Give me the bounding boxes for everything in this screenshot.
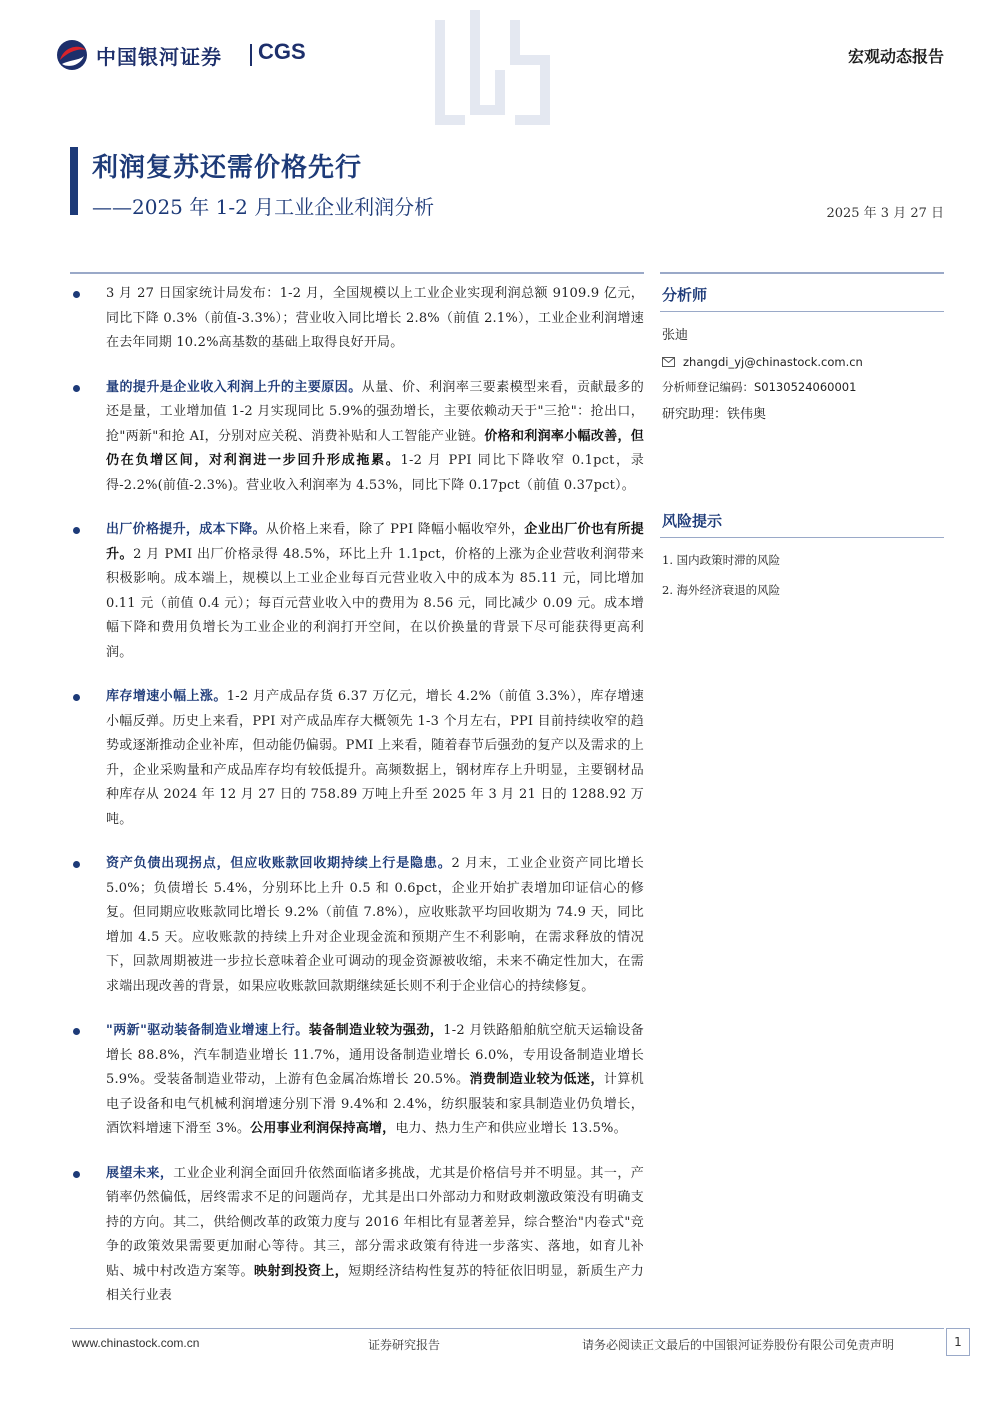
page-number: 1 [946, 1328, 970, 1356]
logo-swirl-icon [54, 38, 90, 72]
bullet-dot-icon [73, 694, 80, 701]
title-accent-bar [70, 147, 78, 215]
report-subtitle: ——2025 年 1-2 月工业企业利润分析 [92, 195, 435, 219]
bullet-dot-icon [73, 861, 80, 868]
paragraph-lead: 量的提升是企业收入利润上升的主要原因。 [106, 379, 362, 395]
paragraph-emphasis: 映射到投资上， [254, 1263, 349, 1279]
logo-text-en: CGS [258, 39, 306, 64]
registration-label: 分析师登记编码： [662, 380, 754, 394]
section-divider [70, 272, 644, 274]
registration-code: S0130524060001 [754, 380, 857, 394]
envelope-icon [662, 357, 675, 367]
paragraph-emphasis: 价格和利润率小幅改善，但仍在负增区间，对利润进一步回升形成拖累。 [106, 428, 644, 468]
analyst-registration [662, 379, 944, 395]
footer-doc-type: 证券研究报告 [368, 1338, 441, 1352]
bullet-paragraph [70, 685, 644, 832]
logo-text-cn: 中国银河证券 [96, 45, 222, 69]
paragraph-emphasis: 消费制造业较为低迷， [469, 1072, 604, 1087]
sidebar [660, 278, 944, 598]
risk-heading: 风险提示 [660, 504, 944, 538]
footer-website-link[interactable]: www.chinastock.com.cn [72, 1336, 200, 1350]
company-logo [54, 38, 324, 72]
logo-divider [250, 44, 252, 66]
paragraph-text: 短期经济结构性复苏的特征依旧明显，新质生产力相关行业表 [106, 1263, 645, 1303]
bullet-dot-icon [73, 1028, 80, 1035]
bullet-dot-icon [73, 291, 80, 298]
paragraph-lead: 展望未来， [106, 1165, 174, 1181]
cgs-watermark-icon [430, 0, 560, 135]
bullet-paragraph [70, 1162, 644, 1309]
bullet-paragraph [70, 1019, 644, 1142]
bullet-dot-icon [73, 1171, 80, 1178]
report-title: 利润复苏还需价格先行 [92, 153, 363, 183]
paragraph-lead: 出厂价格提升，成本下降。 [106, 522, 266, 537]
footer-divider [70, 1328, 944, 1329]
risk-item: 2. 海外经济衰退的风险 [662, 583, 781, 597]
analyst-email-link[interactable]: zhangdi_yj@chinastock.com.cn [683, 355, 863, 369]
report-date: 2025 年 3 月 27 日 [826, 206, 944, 221]
paragraph-text: 计算机电子设备和电气机械利润增速分别下滑 9.4%和 2.4%，纺织服装和家具制造业仍负增长，酒饮料增速下滑至 3%。 [106, 1072, 644, 1136]
paragraph-text: 1-2 月产成品存货 6.37 万亿元，增长 4.2%（前值 3.3%），库存增速小幅反弹。历史上来看，PPI 对产成品库存大概领先 1-3 个月左右，PPI 目前持续收窄的趋势或逐渐推动企业补库，但动能仍偏弱。PMI 上来看，随着春节后强劲的复产以及需求的上升，企业采购量和产成品库存均有较低提升。高频数据上，钢材库存上升明显，主要钢材品种库存从 2024 年 12 月 27 日的 758.89 万吨上升至 2025 年 3 月 21 日的 1288.92 万吨。 [106, 689, 644, 827]
paragraph-emphasis: 公用事业利润保持高增， [250, 1121, 396, 1136]
analyst-heading: 分析师 [660, 278, 944, 312]
research-assistant [662, 403, 944, 422]
paragraph-text: 2 月末，工业企业资产同比增长 5.0%；负债增长 5.4%，分别环比上升 0.5 和 0.6pct，企业开始扩表增加印证信心的修复。但同期应收账款同比增长 9.2%（前值 7.8%），应收账款平均回收期为 74.9 天，同比增加 4.5 天。应收账款的持续上升对企业现金流和预期产生不利影响，在需求释放的情况下，回款周期被进一步拉长意味着企业可调动的现金资源被收缩，未来不确定性加大，在需求端出现改善的背景，如果应收账款回款期继续延长则不利于企业信心的持续修复。 [106, 856, 644, 994]
paragraph-text: 从价格上来看，除了 PPI 降幅小幅收窄外， [265, 522, 525, 537]
paragraph-text: 2 月 PMI 出厂价格录得 48.5%，环比上升 1.1pct，价格的上涨为企业营收利润带来积极影响。成本端上，规模以上工业企业每百元营业收入中的成本为 85.11 元，同比增加 0.11 元（前值 0.4 元）；每百元营业收入中的费用为 8.56 元，同比减少 0.09 元。成本增幅下降和费用负增长为工业企业的利润打开空间，在以价换量的背景下尽可能获得更高利润。 [106, 546, 644, 660]
paragraph-text: 1-2 月 PPI 同比下降收窄 0.1pct，录得-2.2%(前值-2.3%)。营业收入利润率为 4.53%，同比下降 0.17pct（前值 0.37pct）。 [106, 453, 644, 493]
risk-section [660, 504, 944, 598]
paragraph-lead: "两新"驱动装备制造业增速上行。 [106, 1023, 309, 1038]
paragraph-lead: 库存增速小幅上涨。 [106, 689, 227, 704]
paragraph-text: 从量、价、利润率三要素模型来看，贡献最多的还是量，工业增加值 1-2 月实现同比 5.9%的强劲增长，主要依赖动天于"三抢"：抢出口，抢"两新"和抢 AI，分别对应关税、消费补贴和人工智能产业链。 [106, 379, 644, 444]
paragraph-text: 3 月 27 日国家统计局发布：1-2 月，全国规模以上工业企业实现利润总额 9109.9 亿元，同比下降 0.3%（前值-3.3%）；营业收入同比增长 2.8%（前值 2.1%），工业企业利润增速在去年同期 10.2%高基数的基础上取得良好开局。 [106, 286, 644, 350]
risk-item: 1. 国内政策时滞的风险 [662, 553, 781, 567]
bullet-paragraph [70, 852, 644, 999]
main-content [70, 282, 644, 1329]
bullet-paragraph [70, 282, 644, 356]
paragraph-emphasis: 装备制造业较为强劲， [308, 1023, 444, 1038]
analyst-name: 张迪 [662, 328, 689, 343]
bullet-dot-icon [73, 527, 80, 534]
paragraph-text: 工业企业利润全面回升依然面临诸多挑战，尤其是价格信号并不明显。其一，产销率仍然偏低，居终需求不足的问题尚存，尤其是出口外部动力和财政刺激政策没有明确支持的方向。其二，供给侧改革的政策力度与 2016 年相比有显著差异，综合整治"内卷式"竞争的政策效果需要更加耐心等待。其三，部分需求政策有待进一步落实、落地，如育儿补贴、城中村改造方案等。 [106, 1165, 644, 1279]
section-divider [660, 272, 944, 274]
analyst-contact [662, 355, 944, 369]
paragraph-emphasis: 企业出厂价也有所提升。 [106, 522, 644, 562]
bullet-paragraph [70, 376, 644, 499]
bullet-paragraph [70, 518, 644, 665]
assistant-name: 铁伟奥 [727, 407, 767, 422]
footer-disclaimer: 请务必阅读正文最后的中国银河证券股份有限公司免责声明 [582, 1338, 895, 1352]
paragraph-lead: 资产负债出现拐点，但应收账款回收期持续上行是隐患。 [106, 856, 452, 871]
report-type-label: 宏观动态报告 [847, 47, 944, 66]
paragraph-text: 1-2 月铁路船舶航空航天运输设备增长 88.8%，汽车制造业增长 11.7%，通用设备制造业增长 6.0%，专用设备制造业增长 5.9%。受装备制造业带动，上游有色金属冶炼增长 20.5%。 [106, 1023, 645, 1087]
assistant-label: 研究助理： [662, 407, 728, 422]
paragraph-text: 电力、热力生产和供应业增长 13.5%。 [395, 1121, 627, 1136]
bullet-dot-icon [73, 385, 80, 392]
